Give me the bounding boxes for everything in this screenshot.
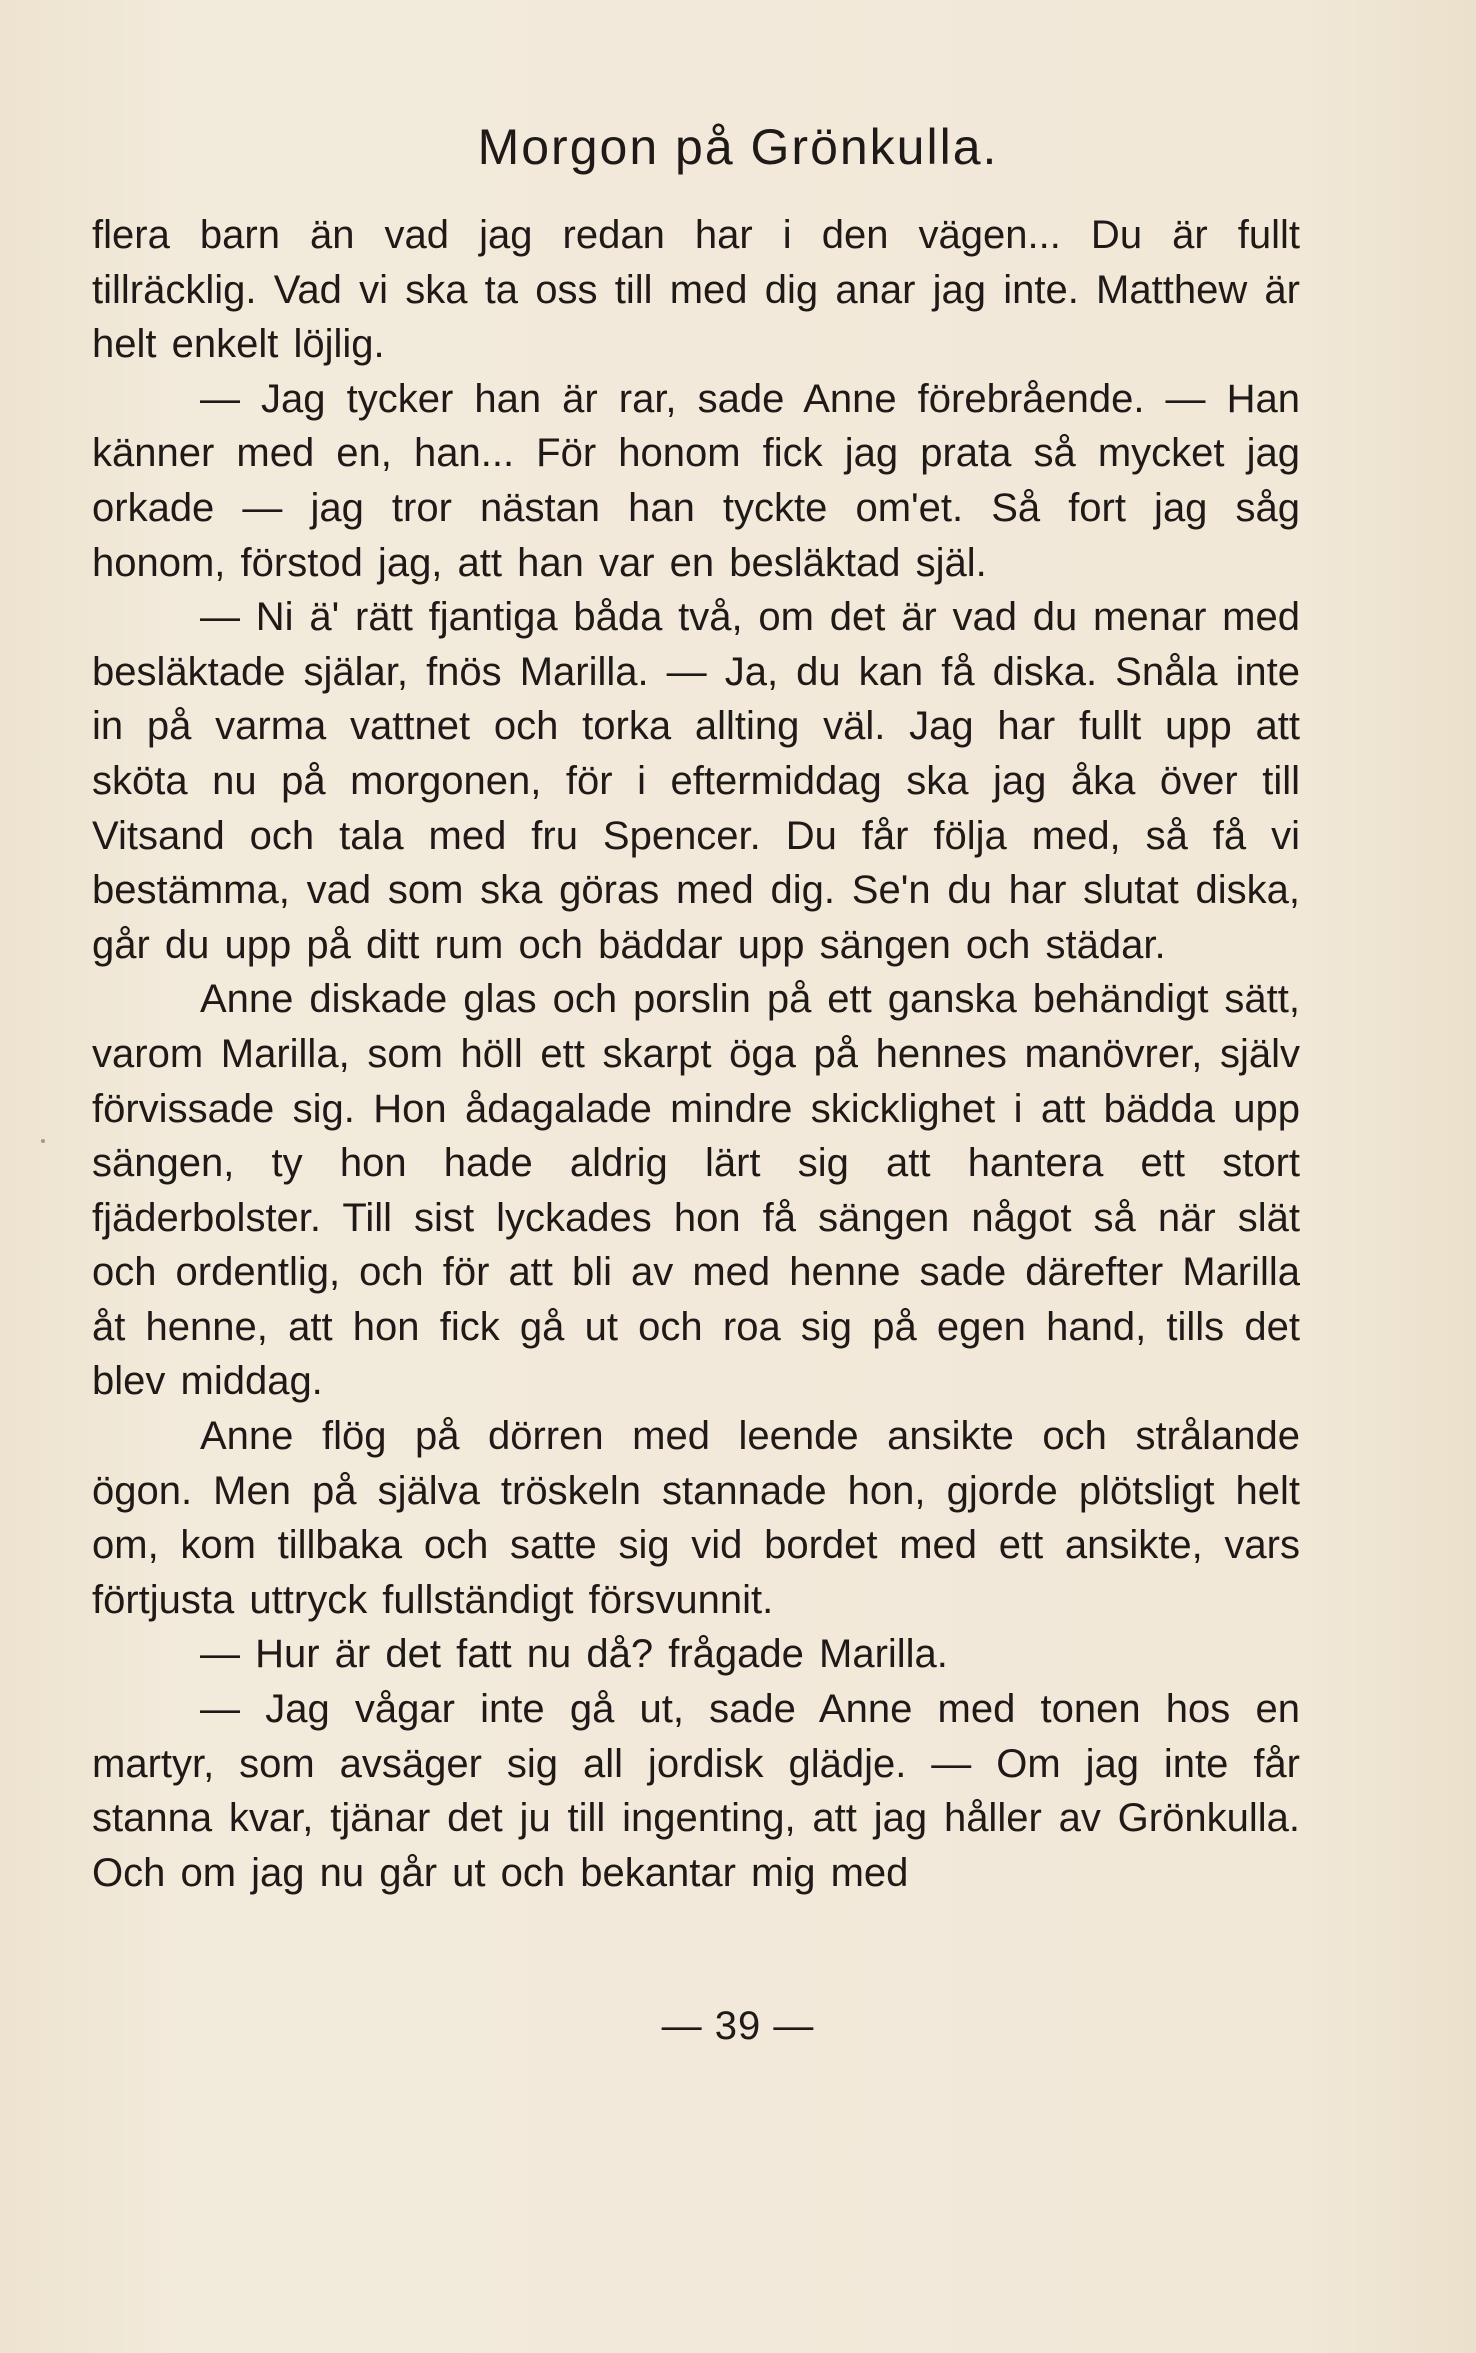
running-header: Morgon på Grönkulla. xyxy=(477,119,999,175)
paragraph-2: — Jag tycker han är rar, sade Anne förebrående. — Han känner med en, han... För honom fick jag prata så mycket jag orkade — jag tror nästan han tyckte om'et. Så fort jag såg honom, förstod jag, att han var en besläktad själ. xyxy=(92,376,1300,585)
paragraph-4: Anne diskade glas och porslin på ett ganska behändigt sätt, varom Marilla, som höll ett skarpt öga på hennes manövrer, själv förvissade sig. Hon ådagalade mindre skicklighet i att bädda upp sängen, ty hon hade aldrig lärt sig att hantera ett stort fjäderbolster. Till sist lyckades hon få sängen något så när slät och ordentlig, och för att bli av med henne sade därefter Marilla åt henne, att hon fick gå ut och roa sig på egen hand, tills det blev middag. xyxy=(92,977,1300,1404)
paragraph-3: — Ni ä' rätt fjantiga båda två, om det är vad du menar med besläktade själar, fnös Marilla. — Ja, du kan få diska. Snåla inte in på varma vattnet och torka allting väl. Jag har fullt upp att sköta nu på morgonen, för i eftermiddag ska jag åka över till Vitsand och tala med fru Spencer. Du får följa med, så få vi bestämma, vad som ska göras med dig. Se'n du har slutat diska, går du upp på ditt rum och bäddar upp sängen och städar. xyxy=(92,595,1300,967)
page-body xyxy=(92,208,1300,1900)
paragraph-7: — Jag vågar inte gå ut, sade Anne med tonen hos en martyr, som avsäger sig all jordisk glädje. — Om jag inte får stanna kvar, tjänar det ju till ingenting, att jag håller av Grönkulla. Och om jag nu går ut och bekantar mig med xyxy=(92,1687,1300,1895)
paragraph-1: flera barn än vad jag redan har i den vägen... Du är fullt tillräcklig. Vad vi ska ta oss till med dig anar jag inte. Matthew är helt enkelt löjlig. xyxy=(92,213,1300,367)
page-number: — 39 — xyxy=(661,2004,815,2048)
margin-speck xyxy=(41,1139,45,1143)
paragraph-6: — Hur är det fatt nu då? frågade Marilla. xyxy=(200,1632,948,1677)
paragraph-5: Anne flög på dörren med leende ansikte och strålande ögon. Men på själva tröskeln stannade hon, gjorde plötsligt helt om, kom tillbaka och satte sig vid bordet med ett ansikte, vars förtjusta uttryck fullständigt försvunnit. xyxy=(92,1414,1300,1622)
